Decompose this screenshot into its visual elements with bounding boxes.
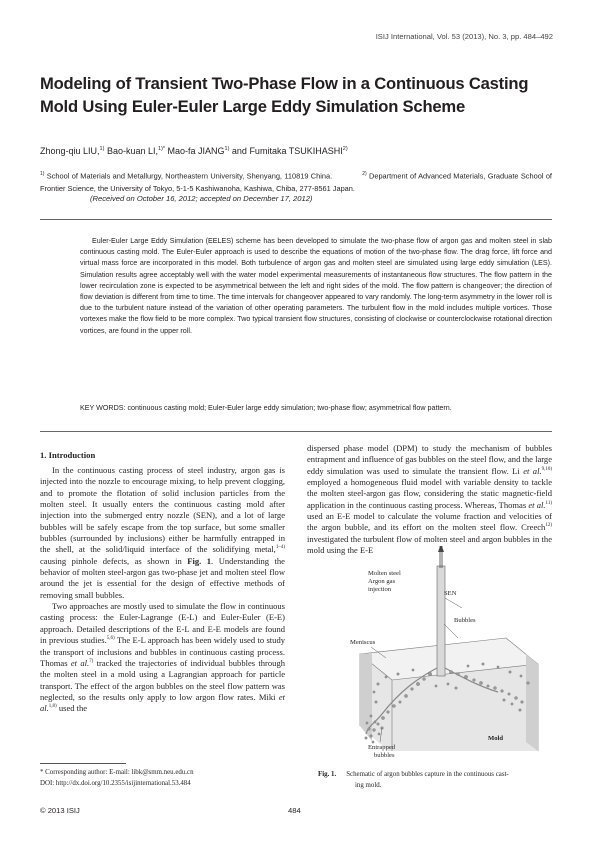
left-column-text [40,465,285,715]
author-1-affil: 1) [99,146,105,152]
fig-label-mold: Mold [488,735,504,742]
journal-reference: ISIJ International, Vol. 53 (2013), No. 3, pp. 484–492 [375,32,553,41]
author-list [40,146,348,156]
fig-label-sen: SEN [444,590,457,597]
affiliation-1: School of Materials and Metallurgy, Northeastern University, Shenyang, 110819 China. [44,171,333,181]
title-line-1: Modeling of Transient Two-Phase Flow in a Continuous Casting [40,74,529,93]
author-3: Mao-fa JIANG [165,146,225,156]
author-2-affil: 1)* [157,146,166,152]
mold-schematic-svg [338,546,548,758]
fig-label-bubbles: Bubbles [454,617,476,624]
author-4: and Fumitaka TSUKIHASHI [229,146,343,156]
affiliation-2: Department of Advanced Materials, Graduate School of Frontier Science, the University of Tokyo, 5-1-5 Kashiwanoha, Kashiwa, Chiba, 277-8561 Japan. [40,171,552,194]
fig-label-molten-steel: Molten steel [368,570,401,577]
keywords: KEY WORDS: continuous casting mold; Euler-Euler large eddy simulation; two-phase flow; asymmetrical flow pattern. [80,404,452,412]
abstract-text: Euler-Euler Large Eddy Simulation (EELES) scheme has been developed to simulate the two-phase flow of argon gas and molten steel in slab continuous casting mold. The Euler-Euler approach is used to describe the equations of motion of the two-phase flow. The drag force, lift force and virtual mass force are incorporated in this model. Both turbulence of argon gas and molten steel are simulated using large eddy simulation (LES). Simulation results agree acceptably well with the water model experimental measurements of instantaneous flow structures. The flow pattern in the lower recirculation zone is expected to be asymmetrical between the left and right sides of the mold. The flow pattern is changeover; the direction of flow deviation is different from time to time. The time intervals for changeover appeared to vary randomly. The long-term asymmetry in the lower roll is due to the turbulent nature instead of the variation of other operating parameters. The turbulent flow in the mold includes multiple vortices. Those vortexes make the flow field to be more complex. Two typical transient flow structures, consisting of clockwise or counterclockwise rotational direction vortices, are found in the upper roll. [80,237,552,335]
doi-link[interactable]: DOI: http://dx.doi.org/10.2355/isijinternational.53.484 [40,779,191,787]
section-heading-introduction: 1. Introduction [40,450,96,460]
figure-1-schematic [338,546,548,758]
caption-line-1: Schematic of argon bubbles capture in the continuous cast- [346,771,509,778]
divider-top [40,219,552,220]
divider-bottom [40,431,552,432]
affiliations [40,168,552,196]
fig-label-argon-gas: Argon gas [368,578,396,585]
fig-label-meniscus: Meniscus [350,639,376,646]
title-line-2: Mold Using Euler-Euler Large Eddy Simulation Scheme [40,97,466,116]
article-title [40,72,560,118]
figure-1-caption [318,770,550,791]
copyright: © 2013 ISIJ [40,806,80,815]
right-column-text [307,443,552,556]
footnote-rule [40,763,126,764]
footnote [40,768,290,789]
caption-line-2: ing mold. [355,781,382,789]
fig-1-reference[interactable]: Fig. 1 [187,555,212,566]
author-3-affil: 1) [224,146,230,152]
fig-label-entrapped: Entrapped [368,744,396,751]
fig-label-entrapped-bubbles: bubbles [374,752,395,758]
author-4-affil: 2) [342,146,348,152]
paragraph-1: In the continuous casting process of steel industry, argon gas is injected into the nozzle to encourage mixing, to help prevent clogging, and to promote the flotation of solid inclusion particles from the molten steel. It usually enters the continuous casting mold after injection into the submerged entry nozzle (SEN), and a lot of large bubbles will be safely escape from the top surface, but some smaller bubbles (surrounded by inclusions) either be harmfully entrapped in the shell, at the solid/liquid interface of the solidifying metal,$^{1-4)}$ causing pinhole defects, as shown in Fig. 1. Understanding the behavior of molten steel-argon gas two-phase jet and molten steel flow around the jet is essential for the design of effective methods of removing small bubbles. [40,465,285,600]
caption-label: Fig. 1. [318,771,337,778]
affiliation-1-marker: 1) [40,171,45,177]
received-dates: (Received on October 16, 2012; accepted on December 17, 2012) [90,194,313,203]
author-2: Bao-kuan LI, [104,146,158,156]
abstract [80,236,552,337]
paragraph-2: Two approaches are mostly used to simulate the flow in continuous casting process: the Euler-Lagrange (E-L) and Euler-Euler (E-E) approach. Detailed descriptions of the E-L and E-E models are found in previous studies.$^{5,6)}$ The E-L approach has been widely used to study the transport of inclusions and bubbles in continuous casting process. Thomas et al.$^{7)}$ tracked the trajectories of individual bubbles through the molten steel in a mold using a Lagrangian approach for particle transport. The effect of the argon bubbles on the steel flow pattern was neglected, so the results only apply to low argon flow rates. Miki et al.$^{1,8)}$ used the [40,601,286,714]
corresponding-author: * Corresponding author: E-mail: libk@smm.neu.edu.cn [40,769,194,776]
paragraph-2-continued: dispersed phase model (DPM) to study the mechanism of bubbles entrapment and influence of gas bubbles on the steel flow, and the large eddy simulation was used to simulate the transient flow. Li et al.$^{9,10)}$ employed a homogeneous fluid model with variable density to tackle the molten steel-argon gas flow, considering the static magnetic-field application in the continuous casting process. Whereas, Thomas et al.$^{11)}$ used an E-E model to calculate the volume fraction and velocities of the argon bubble, and its effort on the molten steel flow. Creech$^{12)}$ investigated the turbulent flow of molten steel and argon bubbles in the mold using the E-E [307,443,552,556]
fig-label-injection: injection [368,586,392,593]
page-number: 484 [288,806,301,815]
affiliation-2-marker: 2) [362,171,367,177]
author-1: Zhong-qiu LIU, [40,146,100,156]
